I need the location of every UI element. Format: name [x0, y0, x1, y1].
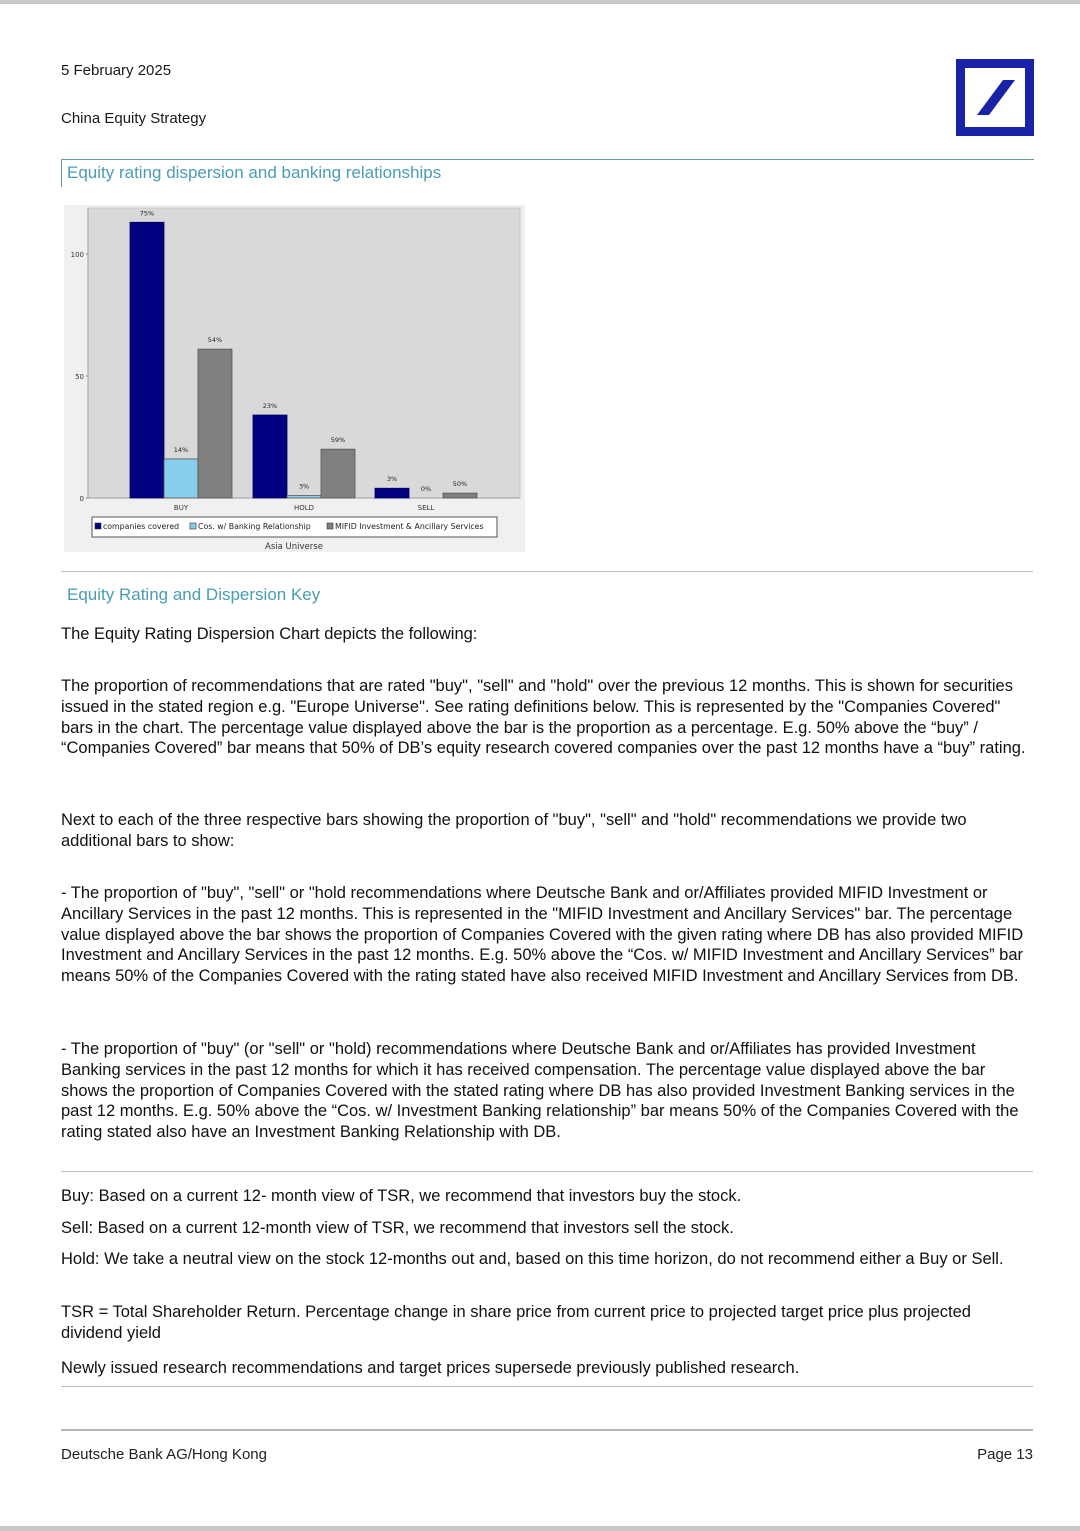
- key-paragraph-companies-covered: The proportion of recommendations that are rated "buy", "sell" and "hold" over the previous 12 months. This is shown for securities issued in the stated region e.g. "Europe Universe". See rating definitions below. This is represented by the "Companies Covered" bars in the chart. The percentage value displayed above the bar is the proportion as a percentage. E.g. 50% above the “buy” / “Companies Covered” bar means that 50% of DB’s equity research covered companies over the past 12 months have a “buy” rating.: [61, 677, 1026, 758]
- bar-data-label: 54%: [207, 336, 223, 345]
- bar-data-label: 23%: [262, 402, 278, 411]
- x-tick-label: SELL: [417, 504, 435, 512]
- x-tick-label: BUY: [173, 504, 189, 512]
- bar-data-label: 75%: [139, 209, 155, 218]
- bar-hold-series-3: [321, 449, 355, 498]
- key-title: Equity Rating and Dispersion Key: [67, 585, 321, 604]
- footer-entity: Deutsche Bank AG/Hong Kong: [61, 1446, 267, 1463]
- report-title: China Equity Strategy: [61, 110, 207, 127]
- y-tick-label: 100: [70, 251, 84, 259]
- bar-data-label: 59%: [330, 436, 346, 445]
- report-date: 5 February 2025: [61, 62, 172, 79]
- bar-sell-series-1: [375, 488, 409, 498]
- legend-label: companies covered: [103, 522, 180, 531]
- rating-dispersion-chart: [64, 205, 525, 552]
- top-border: [0, 0, 1080, 4]
- key-paragraph-additional-bars: Next to each of the three respective bars showing the proportion of "buy", "sell" and "hold" recommendations we provide two additional bars to show:: [61, 811, 967, 850]
- divider: [61, 571, 1033, 572]
- key-paragraph-mifid: - The proportion of "buy", "sell" or "hold recommendations where Deutsche Bank and or/Affiliates provided MIFID Investment or Ancillary Services in the past 12 months. This is represented in the "MIFID Investment and Ancillary Services" bar. The percentage value displayed above the bar shows the proportion of Companies Covered with the given rating where DB has also provided MIFID Investment and Ancillary Services in the past 12 months. E.g. 50% above the “Cos. w/ MIFID Investment and Ancillary Services” bar means 50% of the Companies Covered with the rating stated have also received MIFID Investment and Ancillary Services from DB.: [61, 884, 1024, 986]
- definition-hold: Hold: We take a neutral view on the stock 12-months out and, based on this time horizon, do not recommend either a Buy or Sell.: [61, 1250, 1004, 1268]
- bar-sell-series-3: [443, 493, 477, 498]
- legend-label: Cos. w/ Banking Relationship: [198, 522, 311, 531]
- bar-data-label: 0%: [420, 485, 432, 493]
- deutsche-bank-logo-icon: [956, 59, 1034, 136]
- divider: [61, 1171, 1033, 1172]
- divider: [61, 1386, 1033, 1387]
- bar-data-label: 50%: [452, 480, 468, 489]
- bar-hold-series-1: [253, 415, 287, 498]
- definition-tsr: TSR = Total Shareholder Return. Percentage change in share price from current price to projected target price plus projected dividend yield: [61, 1303, 971, 1342]
- footer-divider: [61, 1429, 1033, 1431]
- legend-swatch: [95, 523, 101, 529]
- page-number: Page 13: [977, 1446, 1033, 1463]
- y-tick-label: 0: [79, 495, 84, 503]
- section-header: [61, 159, 1034, 187]
- key-intro: The Equity Rating Dispersion Chart depicts the following:: [61, 625, 478, 643]
- x-tick-label: HOLD: [293, 504, 315, 512]
- bar-data-label: 3%: [298, 482, 310, 491]
- bottom-border: [0, 1526, 1080, 1531]
- bar-buy-series-1: [130, 222, 164, 498]
- bar-buy-series-3: [198, 349, 232, 498]
- section-title: Equity rating dispersion and banking relationships: [67, 163, 442, 182]
- legend-swatch: [190, 523, 196, 529]
- research-note: Newly issued research recommendations and target prices supersede previously published research.: [61, 1359, 800, 1377]
- chart-svg: [64, 205, 525, 552]
- bar-data-label: 14%: [173, 445, 189, 454]
- legend-swatch: [327, 523, 333, 529]
- definition-buy: Buy: Based on a current 12- month view of TSR, we recommend that investors buy the stock.: [61, 1187, 742, 1205]
- bar-data-label: 3%: [386, 475, 398, 484]
- y-tick-label: 50: [75, 373, 84, 381]
- key-paragraph-banking: - The proportion of "buy" (or "sell" or "hold) recommendations where Deutsche Bank and or/Affiliates has provided Investment Banking services in the past 12 months for which it has received compensation. The percentage value displayed above the bar shows the proportion of Companies Covered with the stated rating where DB has also provided Investment Banking services in the past 12 months. E.g. 50% above the “Cos. w/ Investment Banking relationship” bar means 50% of the Companies Covered with the rating stated also have an Investment Banking Relationship with DB.: [61, 1040, 1019, 1142]
- bar-hold-series-2: [287, 496, 321, 498]
- bar-buy-series-2: [164, 459, 198, 498]
- x-axis-label: Asia Universe: [265, 542, 323, 552]
- legend-label: MIFID Investment & Ancillary Services: [335, 522, 484, 531]
- definition-sell: Sell: Based on a current 12-month view of TSR, we recommend that investors sell the stock.: [61, 1219, 734, 1237]
